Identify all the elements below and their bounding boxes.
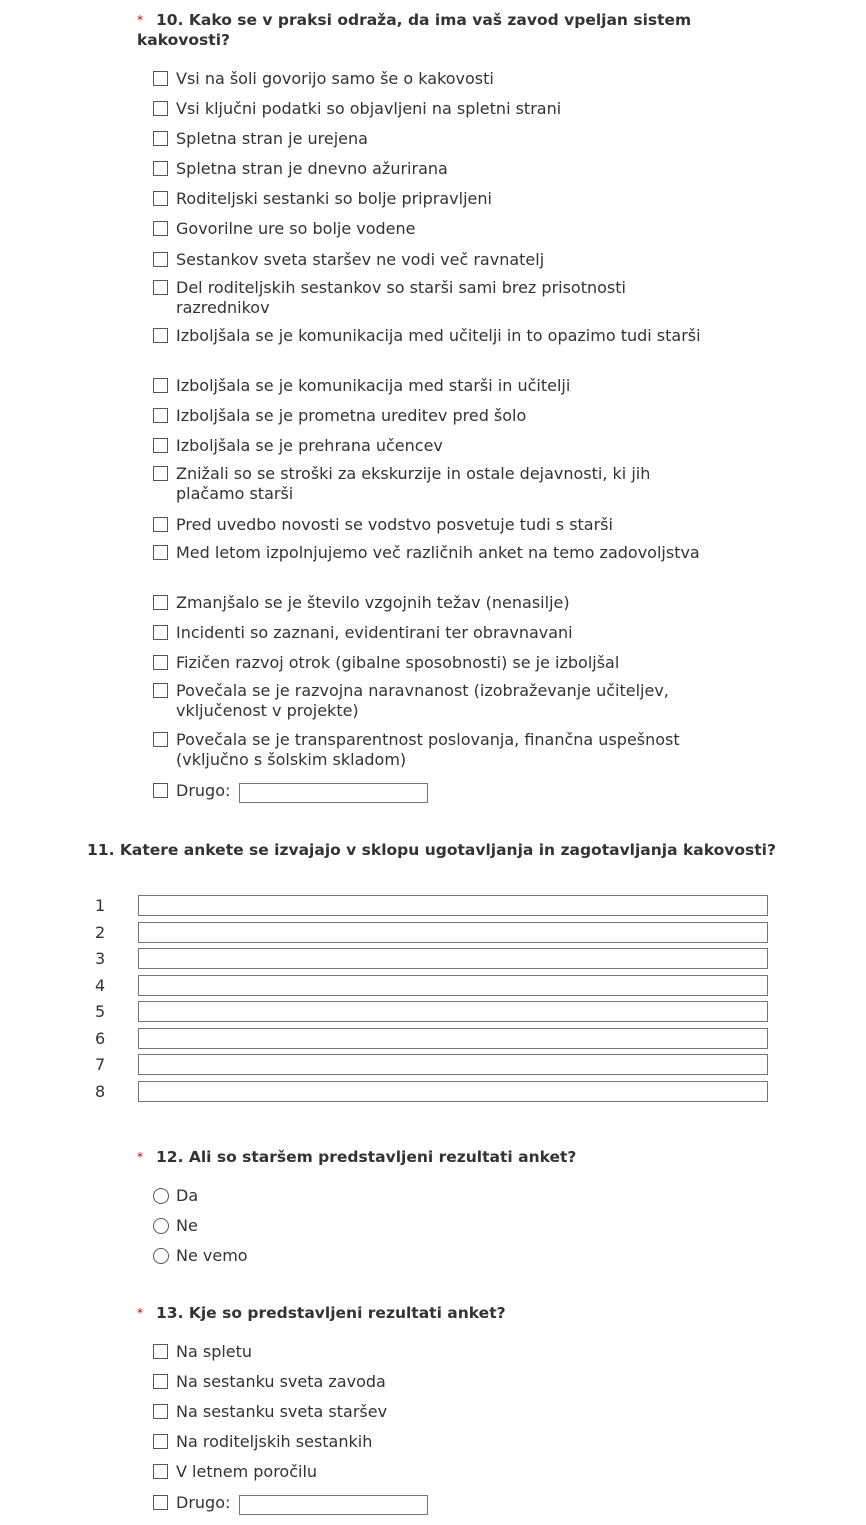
q10-option[interactable] — [153, 436, 713, 456]
option-label: Spletna stran je urejena — [176, 129, 368, 148]
checkbox[interactable] — [153, 783, 168, 798]
checkbox[interactable] — [153, 1374, 168, 1389]
q10-option[interactable] — [153, 681, 713, 721]
checkbox[interactable] — [153, 71, 168, 86]
checkbox[interactable] — [153, 101, 168, 116]
answer-text-input[interactable] — [138, 948, 768, 969]
question-10-title — [137, 10, 697, 50]
q10-option[interactable] — [153, 623, 713, 643]
q13-option[interactable] — [153, 1402, 713, 1422]
q10-option[interactable] — [153, 593, 713, 613]
option-label: Izboljšala se je prehrana učencev — [176, 436, 443, 455]
q10-option[interactable] — [153, 250, 713, 270]
q10-option-other[interactable] — [153, 781, 713, 801]
option-label: Na spletu — [176, 1342, 253, 1361]
required-mark: * — [137, 1150, 143, 1164]
checkbox[interactable] — [153, 191, 168, 206]
option-label: Govorilne ure so bolje vodene — [176, 219, 416, 238]
checkbox[interactable] — [153, 328, 168, 343]
answer-row-number: 1 — [95, 896, 106, 915]
option-label: Na sestanku sveta staršev — [176, 1402, 388, 1421]
q10-option[interactable] — [153, 189, 713, 209]
option-label: Na sestanku sveta zavoda — [176, 1372, 386, 1391]
checkbox[interactable] — [153, 732, 168, 747]
other-text-input[interactable] — [239, 1495, 428, 1515]
checkbox[interactable] — [153, 1495, 168, 1510]
question-10-text: 10. Kako se v praksi odraža, da ima vaš zavod vpeljan sistem kakovosti? — [137, 11, 692, 49]
checkbox[interactable] — [153, 438, 168, 453]
checkbox[interactable] — [153, 655, 168, 670]
answer-row-number: 4 — [95, 975, 106, 995]
question-11-title: 11. Katere ankete se izvajajo v sklopu ugotavljanja in zagotavljanja kakovosti? — [87, 841, 776, 859]
option-label: Drugo: — [176, 1493, 231, 1512]
q10-option[interactable] — [153, 730, 713, 770]
answer-text-input[interactable] — [138, 1054, 768, 1075]
option-label: Pred uvedbo novosti se vodstvo posvetuje tudi s starši — [176, 515, 613, 534]
option-label: Fizičen razvoj otrok (gibalne sposobnosti) se je izboljšal — [176, 653, 620, 672]
option-label: Drugo: — [176, 781, 231, 800]
q10-option[interactable] — [153, 219, 713, 239]
q12-option[interactable] — [153, 1186, 713, 1206]
answer-text-input[interactable] — [138, 895, 768, 916]
checkbox[interactable] — [153, 625, 168, 640]
checkbox[interactable] — [153, 252, 168, 267]
option-label: Na roditeljskih sestankih — [176, 1432, 373, 1451]
checkbox[interactable] — [153, 466, 168, 481]
checkbox[interactable] — [153, 595, 168, 610]
option-label: Izboljšala se je komunikacija med učitelji in to opazimo tudi starši — [176, 326, 701, 345]
option-label: Ne vemo — [176, 1246, 248, 1265]
option-label: Ne — [176, 1216, 198, 1235]
q10-option[interactable] — [153, 278, 713, 318]
question-13-title — [137, 1303, 697, 1323]
checkbox[interactable] — [153, 683, 168, 698]
question-12-text: 12. Ali so staršem predstavljeni rezultati anket? — [156, 1148, 577, 1166]
option-label: Roditeljski sestanki so bolje pripravljeni — [176, 189, 492, 208]
radio-button[interactable] — [153, 1248, 169, 1264]
question-13-text: 13. Kje so predstavljeni rezultati anket? — [156, 1304, 506, 1322]
checkbox[interactable] — [153, 545, 168, 560]
q12-option[interactable] — [153, 1216, 713, 1236]
q13-option-other[interactable] — [153, 1493, 713, 1513]
q10-option[interactable] — [153, 515, 713, 535]
option-label: Izboljšala se je komunikacija med starši in učitelji — [176, 376, 571, 395]
answer-row-number: 3 — [95, 949, 106, 968]
option-label: Del roditeljskih sestankov so starši sami brez prisotnosti razrednikov — [176, 278, 626, 317]
other-text-input[interactable] — [239, 783, 428, 803]
checkbox[interactable] — [153, 161, 168, 176]
q13-option[interactable] — [153, 1342, 713, 1362]
checkbox[interactable] — [153, 1434, 168, 1449]
q12-option[interactable] — [153, 1246, 713, 1266]
checkbox[interactable] — [153, 1464, 168, 1479]
q13-option[interactable] — [153, 1372, 713, 1392]
required-mark: * — [137, 13, 143, 27]
checkbox[interactable] — [153, 1344, 168, 1359]
q10-option[interactable] — [153, 653, 713, 673]
answer-text-input[interactable] — [138, 975, 768, 996]
checkbox[interactable] — [153, 408, 168, 423]
q10-option[interactable] — [153, 159, 713, 179]
option-label: Vsi na šoli govorijo samo še o kakovosti — [176, 69, 494, 88]
option-label: Povečala se je razvojna naravnanost (izobraževanje učiteljev, vključenost v projekte) — [176, 681, 669, 720]
q10-option[interactable] — [153, 69, 713, 89]
checkbox[interactable] — [153, 1404, 168, 1419]
required-mark: * — [137, 1306, 143, 1320]
q10-option[interactable] — [153, 129, 713, 149]
checkbox[interactable] — [153, 280, 168, 295]
q10-option[interactable] — [153, 464, 713, 504]
checkbox[interactable] — [153, 517, 168, 532]
option-label: Incidenti so zaznani, evidentirani ter obravnavani — [176, 623, 573, 642]
radio-button[interactable] — [153, 1218, 169, 1234]
q13-option[interactable] — [153, 1432, 713, 1452]
option-label: Zmanjšalo se je število vzgojnih težav (nenasilje) — [176, 593, 570, 612]
option-label: Znižali so se stroški za ekskurzije in ostale dejavnosti, ki jih plačamo starši — [176, 464, 651, 503]
question-12-title — [137, 1147, 697, 1167]
answer-row-number: 8 — [95, 1081, 106, 1101]
checkbox[interactable] — [153, 378, 168, 393]
answer-row-number: 6 — [95, 1028, 106, 1048]
checkbox[interactable] — [153, 221, 168, 236]
checkbox[interactable] — [153, 131, 168, 146]
option-label: Spletna stran je dnevno ažurirana — [176, 159, 448, 178]
radio-button[interactable] — [153, 1188, 169, 1204]
option-label: Sestankov sveta staršev ne vodi več ravnatelj — [176, 250, 545, 269]
q10-option[interactable] — [153, 376, 713, 396]
answer-row-number: 2 — [95, 922, 106, 942]
option-label: V letnem poročilu — [176, 1462, 318, 1481]
answer-row-number: 7 — [95, 1055, 106, 1074]
option-label: Vsi ključni podatki so objavljeni na spletni strani — [176, 99, 562, 118]
q10-option[interactable] — [153, 326, 713, 346]
option-label: Med letom izpolnjujemo več različnih anket na temo zadovoljstva — [176, 543, 700, 562]
answer-text-input[interactable] — [138, 1081, 768, 1102]
answer-text-input[interactable] — [138, 922, 768, 943]
q10-option[interactable] — [153, 543, 713, 563]
answer-text-input[interactable] — [138, 1028, 768, 1049]
answer-text-input[interactable] — [138, 1001, 768, 1022]
q13-option[interactable] — [153, 1462, 713, 1482]
q10-option[interactable] — [153, 406, 713, 426]
answer-row-number: 5 — [95, 1002, 106, 1021]
q10-option[interactable] — [153, 99, 713, 119]
option-label: Da — [176, 1186, 199, 1205]
option-label: Povečala se je transparentnost poslovanja, finančna uspešnost (vključno s šolskim skladom) — [176, 730, 680, 769]
option-label: Izboljšala se je prometna ureditev pred šolo — [176, 406, 527, 425]
